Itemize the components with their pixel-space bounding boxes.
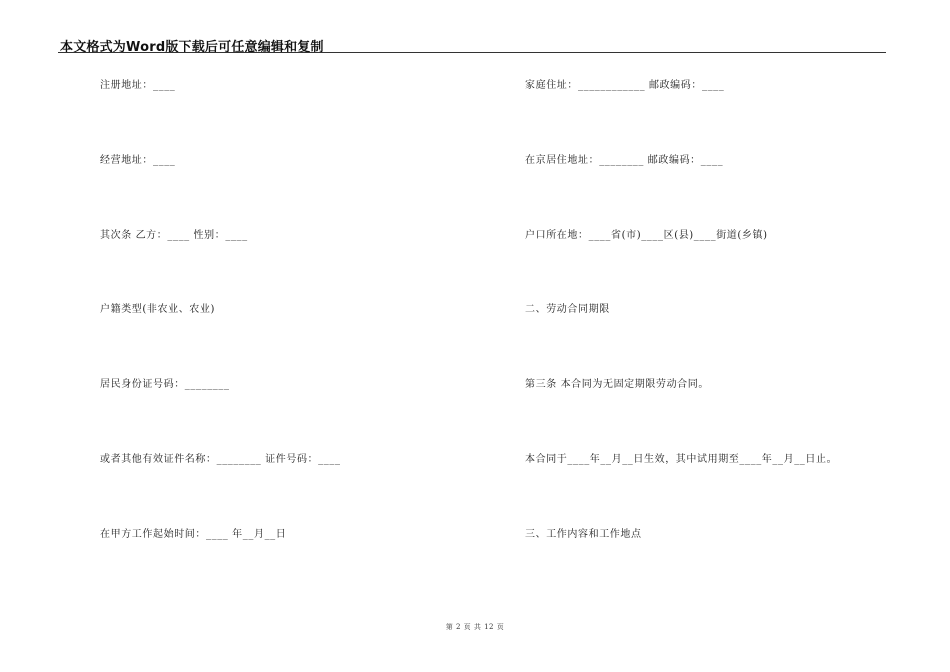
household-type-line: 户籍类型(非农业、农业) [100, 304, 216, 315]
section-work-content-heading: 三、工作内容和工作地点 [525, 529, 642, 540]
section-contract-term-heading: 二、劳动合同期限 [525, 304, 610, 315]
other-id-line: 或者其他有效证件名称：________ 证件号码：____ [100, 454, 341, 465]
hukou-location-line: 户口所在地：____省(市)____区(县)____街道(乡镇) [525, 230, 768, 241]
registered-address-line: 注册地址：____ [100, 80, 176, 91]
page-number-footer: 第 2 页 共 12 页 [445, 623, 505, 631]
article-three-line: 第三条 本合同为无固定期限劳动合同。 [525, 379, 709, 390]
party-b-line: 其次条 乙方：____ 性别：____ [100, 230, 248, 241]
effective-date-line: 本合同于____年__月__日生效，其中试用期至____年__月__日止。 [525, 454, 838, 465]
home-address-line: 家庭住址：____________ 邮政编码：____ [525, 80, 725, 91]
page-header-title: 本文格式为Word版下载后可任意编辑和复制 [60, 40, 324, 55]
header-divider [58, 52, 886, 53]
id-number-line: 居民身份证号码：________ [100, 379, 230, 390]
start-date-line: 在甲方工作起始时间：____ 年__月__日 [100, 529, 287, 540]
beijing-address-line: 在京居住地址：________ 邮政编码：____ [525, 155, 724, 166]
business-address-line: 经营地址：____ [100, 155, 176, 166]
